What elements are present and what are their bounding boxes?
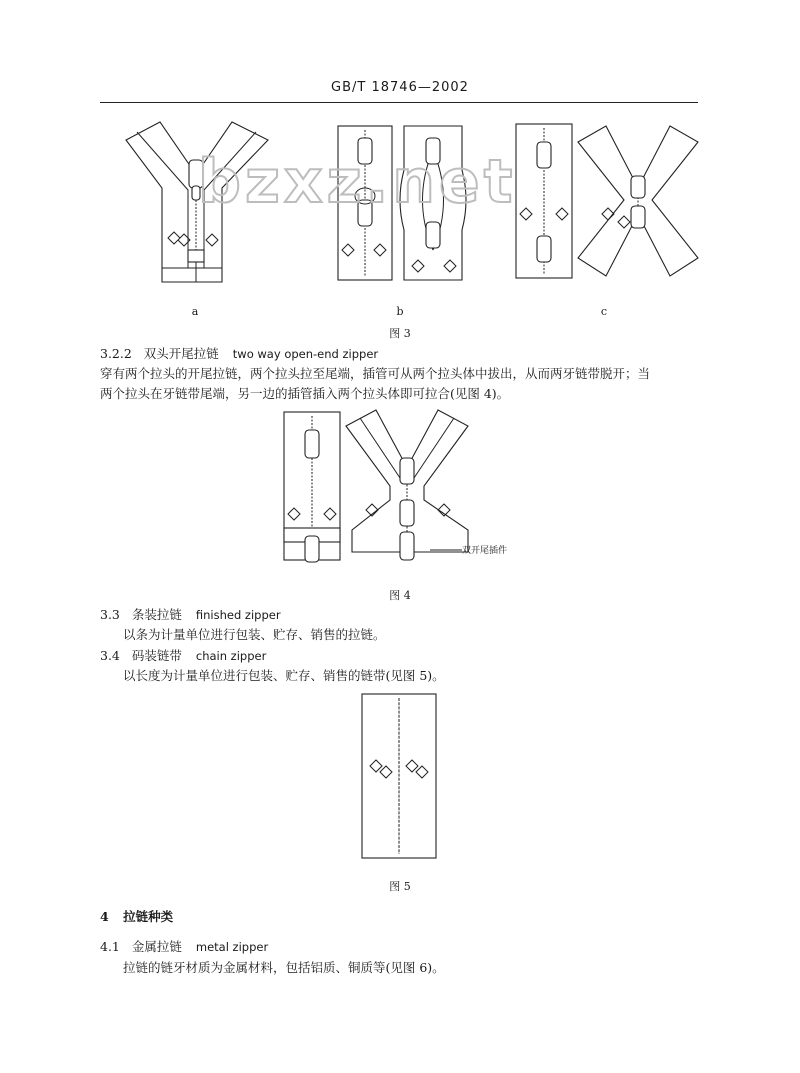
figure-3b-label: b xyxy=(396,305,404,318)
section-number: 3.4 xyxy=(100,648,120,663)
section-title-en: metal zipper xyxy=(195,940,269,954)
section-title-cn: 拉链种类 xyxy=(123,909,174,924)
figure-3a-label: a xyxy=(191,305,199,318)
section-number: 4 xyxy=(100,909,109,924)
figure-5-chain-zipper xyxy=(362,694,436,858)
figure-4-callout-label: 双开尾插件 xyxy=(462,546,508,556)
standard-number: GB/T 18746—2002 xyxy=(331,80,469,95)
section-title-en: chain zipper xyxy=(195,649,267,663)
section-title-cn: 码装链带 xyxy=(131,648,182,663)
section-number: 4.1 xyxy=(100,939,120,954)
section-title-cn: 条装拉链 xyxy=(131,607,182,622)
paragraph-line: 以条为计量单位进行包装、贮存、销售的拉链。 xyxy=(123,627,386,642)
section-number: 3.3 xyxy=(100,607,120,622)
paragraph-line: 拉链的链牙材质为金属材料，包括铝质、铜质等(见图 6)。 xyxy=(123,960,445,975)
watermark-text: bzxz.net xyxy=(198,147,517,217)
section-title-cn: 双头开尾拉链 xyxy=(143,346,219,361)
section-4-1-heading xyxy=(100,937,268,957)
figure-3-caption: 图 3 xyxy=(389,327,411,340)
paragraph-line: 穿有两个拉头的开尾拉链，两个拉头拉至尾端，插管可从两个拉头体中拔出，从而两牙链带脱开；当 xyxy=(100,366,651,381)
paragraph-line: 以长度为计量单位进行包装、贮存、销售的链带(见图 5)。 xyxy=(123,668,445,683)
section-title-cn: 金属拉链 xyxy=(131,939,182,954)
section-number: 3.2.2 xyxy=(100,346,132,361)
paragraph-line: 两个拉头在牙链带尾端，另一边的插管插入两个拉头体即可拉合(见图 4)。 xyxy=(100,386,510,401)
section-title-en: finished zipper xyxy=(195,608,281,622)
figure-3c-label: c xyxy=(600,305,608,318)
section-title-en: two way open-end zipper xyxy=(232,347,379,361)
section-4-heading xyxy=(100,907,173,927)
figure-5-caption: 图 5 xyxy=(389,880,411,893)
figure-4-caption: 图 4 xyxy=(389,589,411,602)
